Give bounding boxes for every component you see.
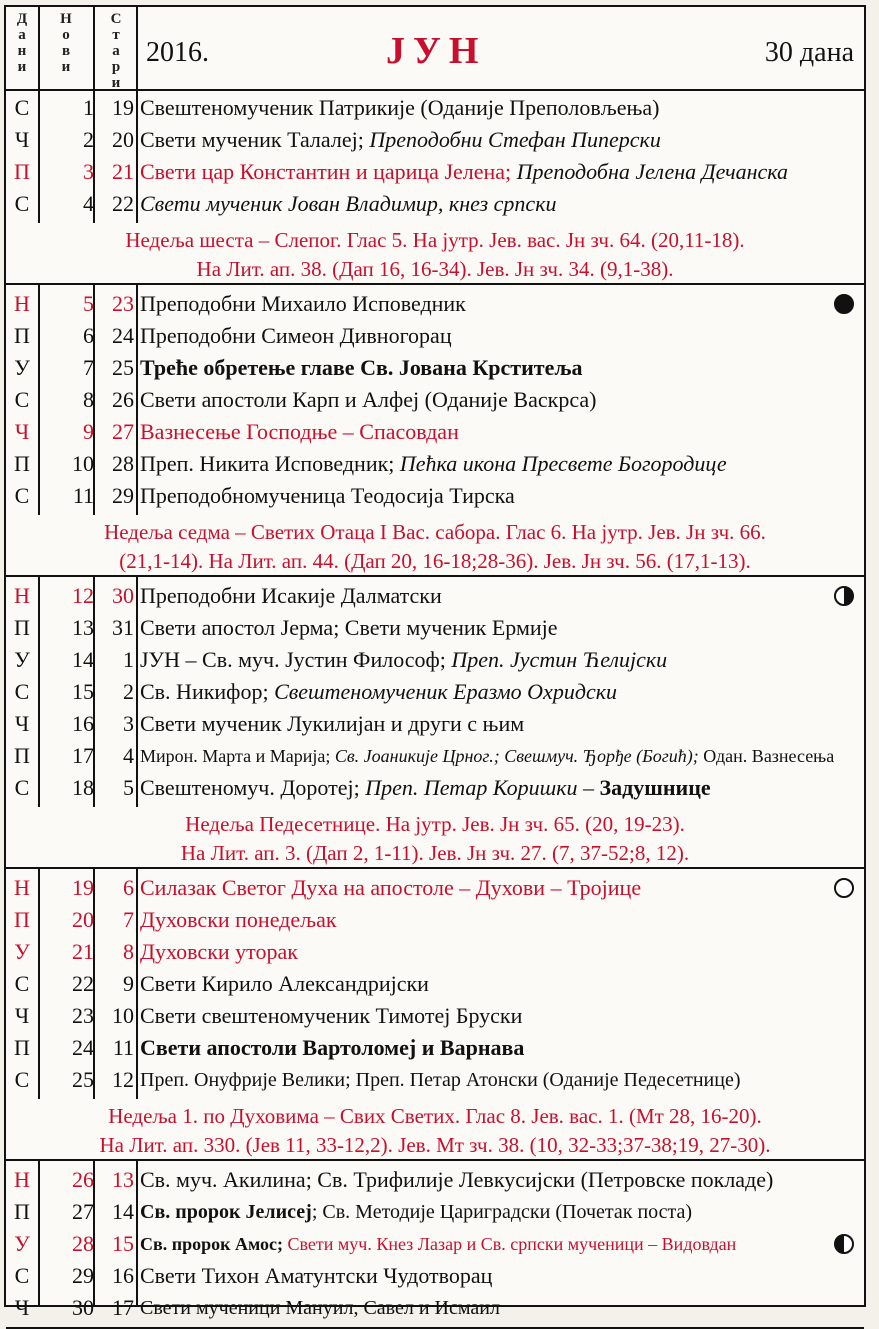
col-label-days: Д а н и (16, 11, 28, 75)
weekday-letter: С (14, 95, 30, 120)
saint-commemoration (140, 188, 557, 220)
new-calendar-date: 12 (72, 583, 94, 608)
weekday-letter: П (14, 615, 30, 640)
moon-phase-icon (834, 1234, 854, 1254)
note-line: На Лит. ап. 38. (Дап 16, 16-34). Јев. Јн зч. 34. (9,1-38). (196, 257, 674, 281)
old-calendar-date: 23 (112, 291, 134, 316)
day-row (6, 288, 864, 320)
commemoration-part: Преп. Јустин Ћелијски (451, 647, 668, 672)
old-calendar-date: 12 (112, 1067, 134, 1092)
week-group (6, 577, 864, 809)
day-row (6, 1064, 864, 1096)
new-calendar-date: 5 (83, 291, 94, 316)
commemoration-part: Задушнице (599, 775, 711, 800)
new-calendar-date: 22 (72, 971, 94, 996)
old-calendar-date: 4 (123, 743, 134, 768)
week-reading-note (6, 807, 864, 869)
new-calendar-date: 18 (72, 775, 94, 800)
commemoration-part: Преподобни Стефан Пиперски (369, 127, 661, 152)
old-calendar-date: 11 (112, 1035, 134, 1060)
old-calendar-date: 20 (112, 127, 134, 152)
weekday-letter: П (14, 1035, 30, 1060)
saint-commemoration (140, 448, 727, 480)
commemoration-part: Свети муч. Кнез Лазар и Св. српски мученици – Видовдан (287, 1234, 737, 1254)
saint-commemoration (140, 288, 466, 320)
weekday-letter: С (14, 387, 30, 412)
weekday-letter: П (14, 323, 30, 348)
weekday-letter: Н (14, 291, 30, 316)
old-calendar-date: 1 (123, 647, 134, 672)
new-calendar-date: 21 (72, 939, 94, 964)
weekday-letter: У (14, 355, 30, 380)
new-calendar-date: 2 (83, 127, 94, 152)
old-calendar-date: 30 (112, 583, 134, 608)
old-calendar-date: 10 (112, 1003, 134, 1028)
commemoration-part: Свети цар Константин и царица Јелена; (140, 159, 517, 184)
new-calendar-date: 24 (72, 1035, 94, 1060)
saint-commemoration (140, 580, 442, 612)
saint-commemoration (140, 1064, 741, 1096)
weekday-letter: Ч (14, 419, 30, 444)
day-row (6, 644, 864, 676)
commemoration-part: Св. пророк Јелисеј (140, 1201, 312, 1223)
old-calendar-date: 26 (112, 387, 134, 412)
day-row (6, 968, 864, 1000)
note-line: На Лит. ап. 3. (Дап 2, 1-11). Јев. Јн зч. 27. (7, 37-52;8, 12). (180, 841, 690, 865)
commemoration-part: Преподобни Исакије Далматски (140, 583, 442, 608)
commemoration-part: – (577, 775, 600, 800)
note-line: Недеља шеста – Слепог. Глас 5. На јутр. Јев. вас. Јн зч. 64. (20,11-18). (125, 228, 745, 252)
commemoration-part: Преп. Петар Коришки (365, 775, 578, 800)
saint-commemoration (140, 1292, 500, 1324)
saint-commemoration (140, 1000, 522, 1032)
commemoration-part: Духовски уторак (140, 939, 298, 964)
old-calendar-date: 24 (112, 323, 134, 348)
saint-commemoration (140, 124, 661, 156)
day-row (6, 1196, 864, 1228)
new-calendar-date: 14 (72, 647, 94, 672)
weekday-letter: Ч (14, 1003, 30, 1028)
day-row (6, 1292, 864, 1324)
day-row (6, 580, 864, 612)
col-label-new: Н о в и (60, 11, 72, 75)
day-row (6, 904, 864, 936)
old-calendar-date: 13 (112, 1167, 134, 1192)
day-row (6, 612, 864, 644)
note-line: На Лит. ап. 330. (Јев 11, 33-12,2). Јев. Мт зч. 38. (10, 32-33;37-38;19, 27-30). (99, 1133, 771, 1157)
new-calendar-date: 15 (72, 679, 94, 704)
old-calendar-date: 31 (112, 615, 134, 640)
new-calendar-date: 20 (72, 907, 94, 932)
note-line: Недеља 1. по Духовима – Свих Светих. Глас 8. Јев. вас. 1. (Мт 28, 16-20). (108, 1104, 762, 1128)
commemoration-part: Свети мученик Талалеј; (140, 127, 370, 152)
calendar-page (4, 5, 866, 1320)
week-group (6, 89, 864, 225)
commemoration-part: Преподобни Михаило Исповедник (140, 291, 466, 316)
saint-commemoration (140, 416, 459, 448)
month-title: ЈУН (386, 30, 487, 72)
weekday-letter: У (14, 647, 30, 672)
week-reading-note (6, 223, 864, 285)
new-calendar-date: 25 (72, 1067, 94, 1092)
saint-commemoration (140, 384, 596, 416)
weekday-letter: Н (14, 1167, 30, 1192)
commemoration-part: Преподобномученица Теодосија Тирска (140, 483, 515, 508)
old-calendar-date: 15 (112, 1231, 134, 1256)
commemoration-part: Духовски понедељак (140, 907, 337, 932)
week-reading-note (6, 515, 864, 577)
weekday-letter: С (14, 1263, 30, 1288)
note-line: (21,1-14). На Лит. ап. 44. (Дап 20, 16-18;28-36). Јев. Јн зч. 56. (17,1-13). (119, 549, 751, 573)
day-row (6, 156, 864, 188)
old-calendar-date: 19 (112, 95, 134, 120)
old-calendar-date: 21 (112, 159, 134, 184)
new-calendar-date: 8 (83, 387, 94, 412)
note-line: Недеља седма – Светих Отаца I Вас. сабора. Глас 6. На јутр. Јев. Јн зч. 66. (104, 520, 766, 544)
saint-commemoration (140, 708, 524, 740)
new-calendar-date: 16 (72, 711, 94, 736)
new-calendar-date: 17 (72, 743, 94, 768)
weekday-letter: П (14, 743, 30, 768)
day-row (6, 188, 864, 220)
col-label-old: С т а р и (110, 11, 122, 91)
commemoration-part: Преподобни Симеон Дивногорац (140, 323, 452, 348)
commemoration-part: Преп. Никита Исповедник; (140, 451, 400, 476)
commemoration-part: Треће обретење главе Св. Јована Крститеља (140, 355, 583, 380)
commemoration-part: Преподобна Јелена Дечанска (516, 159, 789, 184)
weekday-letter: У (14, 939, 30, 964)
weekday-letter: У (14, 1231, 30, 1256)
commemoration-part: Св. Никифор; (140, 679, 275, 704)
commemoration-part: Св. пророк Амос; (140, 1234, 288, 1254)
moon-phase-icon (834, 586, 854, 606)
weekday-letter: С (14, 1067, 30, 1092)
saint-commemoration (140, 936, 298, 968)
days-count: 30 дана (764, 37, 854, 68)
new-calendar-date: 19 (72, 875, 94, 900)
new-calendar-date: 26 (72, 1167, 94, 1192)
day-row (6, 936, 864, 968)
new-calendar-date: 10 (72, 451, 94, 476)
day-row (6, 320, 864, 352)
week-reading-note (6, 1099, 864, 1161)
day-row (6, 772, 864, 804)
weekday-letter: С (14, 971, 30, 996)
commemoration-part: Мирон. Марта и Марија; (140, 746, 335, 766)
commemoration-part: Свети апостол Јерма; Свети мученик Ермије (140, 615, 558, 640)
new-calendar-date: 29 (72, 1263, 94, 1288)
day-row (6, 384, 864, 416)
old-calendar-date: 25 (112, 355, 134, 380)
saint-commemoration (140, 480, 515, 512)
commemoration-part: Преп. Онуфрије Велики; Преп. Петар Атонски (Оданије Педесетнице) (140, 1069, 741, 1091)
old-calendar-date: 27 (112, 419, 134, 444)
saint-commemoration (140, 320, 452, 352)
old-calendar-date: 17 (112, 1295, 134, 1320)
commemoration-part: Свештеномуч. Доротеј; (140, 775, 366, 800)
day-row (6, 872, 864, 904)
commemoration-part: Силазак Светог Духа на апостоле – Духови – Тројице (140, 875, 642, 900)
weekday-letter: Ч (14, 1295, 30, 1320)
day-row (6, 1164, 864, 1196)
day-row (6, 92, 864, 124)
weekday-letter: С (14, 679, 30, 704)
day-row (6, 448, 864, 480)
old-calendar-date: 9 (123, 971, 134, 996)
commemoration-part: Вазнесење Господње – Спасовдан (140, 419, 459, 444)
new-calendar-date: 6 (83, 323, 94, 348)
old-calendar-date: 3 (123, 711, 134, 736)
saint-commemoration (140, 1196, 692, 1228)
old-calendar-date: 28 (112, 451, 134, 476)
new-calendar-date: 27 (72, 1199, 94, 1224)
saint-commemoration (140, 1260, 492, 1292)
new-calendar-date: 11 (72, 483, 94, 508)
saint-commemoration (140, 1032, 524, 1064)
day-row (6, 124, 864, 156)
saint-commemoration (140, 352, 583, 384)
day-row (6, 480, 864, 512)
new-calendar-date: 13 (72, 615, 94, 640)
commemoration-part: Свети Кирило Александријски (140, 971, 429, 996)
commemoration-part: Свештеномученик Патрикије (Оданије Преполовљења) (140, 95, 660, 120)
weekday-letter: С (14, 483, 30, 508)
new-calendar-date: 28 (72, 1231, 94, 1256)
week-group (6, 869, 864, 1101)
saint-commemoration (140, 156, 788, 188)
weekday-letter: П (14, 451, 30, 476)
new-calendar-date: 30 (72, 1295, 94, 1320)
old-calendar-date: 5 (123, 775, 134, 800)
saint-commemoration (140, 644, 667, 676)
day-row (6, 416, 864, 448)
commemoration-part: Свети Тихон Аматунтски Чудотворац (140, 1263, 493, 1288)
commemoration-part: Свети апостоли Вартоломеј и Варнава (140, 1035, 525, 1060)
note-line: Недеља Педесетнице. На јутр. Јев. Јн зч. 65. (20, 19-23). (185, 812, 685, 836)
day-row (6, 1032, 864, 1064)
commemoration-part: Свештеномученик Еразмо Охридски (274, 679, 618, 704)
saint-commemoration (140, 904, 337, 936)
saint-commemoration (140, 968, 429, 1000)
week-group (6, 1161, 864, 1329)
saint-commemoration (140, 872, 641, 904)
day-row (6, 1260, 864, 1292)
day-row (6, 740, 864, 772)
week-group (6, 285, 864, 517)
commemoration-part: Пећка икона Пресвете Богородице (399, 451, 727, 476)
weekday-letter: Ч (14, 127, 30, 152)
weekday-letter: П (14, 159, 30, 184)
weekday-letter: П (14, 1199, 30, 1224)
moon-phase-icon (834, 878, 854, 898)
new-calendar-date: 4 (83, 191, 94, 216)
saint-commemoration (140, 1228, 736, 1260)
old-calendar-date: 29 (112, 483, 134, 508)
old-calendar-date: 14 (112, 1199, 134, 1224)
year-label: 2016. (146, 37, 209, 68)
commemoration-part: ; Св. Методије Цариградски (Почетак поста) (311, 1201, 693, 1223)
commemoration-part: Свети мученик Јован Владимир, кнез српски (140, 191, 557, 216)
new-calendar-date: 1 (83, 95, 94, 120)
old-calendar-date: 7 (123, 907, 134, 932)
saint-commemoration (140, 772, 711, 804)
weekday-letter: С (14, 191, 30, 216)
old-calendar-date: 2 (123, 679, 134, 704)
weekday-letter: С (14, 775, 30, 800)
saint-commemoration (140, 1164, 773, 1196)
commemoration-part: Свети апостоли Карп и Алфеј (Оданије Васкрса) (140, 387, 597, 412)
day-row (6, 1228, 864, 1260)
commemoration-part: ЈУН – Св. муч. Јустин Философ; (140, 647, 452, 672)
old-calendar-date: 8 (123, 939, 134, 964)
day-row (6, 708, 864, 740)
saint-commemoration (140, 740, 834, 772)
commemoration-part: Свети мученици Мануил, Савел и Исмаил (140, 1297, 500, 1319)
saint-commemoration (140, 92, 660, 124)
new-calendar-date: 23 (72, 1003, 94, 1028)
calendar-header (6, 7, 864, 91)
commemoration-part: Св. Јоаникије Црног.; Свешмуч. Ђорђе (Богић); (334, 746, 699, 766)
saint-commemoration (140, 612, 558, 644)
old-calendar-date: 16 (112, 1263, 134, 1288)
day-row (6, 1000, 864, 1032)
moon-phase-icon (834, 294, 854, 314)
day-row (6, 676, 864, 708)
old-calendar-date: 22 (112, 191, 134, 216)
commemoration-part: Свети мученик Лукилијан и други с њим (140, 711, 525, 736)
commemoration-part: Одан. Вазнесења (698, 746, 835, 766)
commemoration-part: Св. муч. Акилина; Св. Трифилије Левкусијски (Петровске покладе) (140, 1167, 774, 1192)
day-row (6, 352, 864, 384)
weekday-letter: Н (14, 875, 30, 900)
weekday-letter: Н (14, 583, 30, 608)
saint-commemoration (140, 676, 617, 708)
commemoration-part: Свети свештеномученик Тимотеј Бруски (140, 1003, 523, 1028)
old-calendar-date: 6 (123, 875, 134, 900)
new-calendar-date: 7 (83, 355, 94, 380)
new-calendar-date: 9 (83, 419, 94, 444)
weekday-letter: Ч (14, 711, 30, 736)
weekday-letter: П (14, 907, 30, 932)
new-calendar-date: 3 (83, 159, 94, 184)
